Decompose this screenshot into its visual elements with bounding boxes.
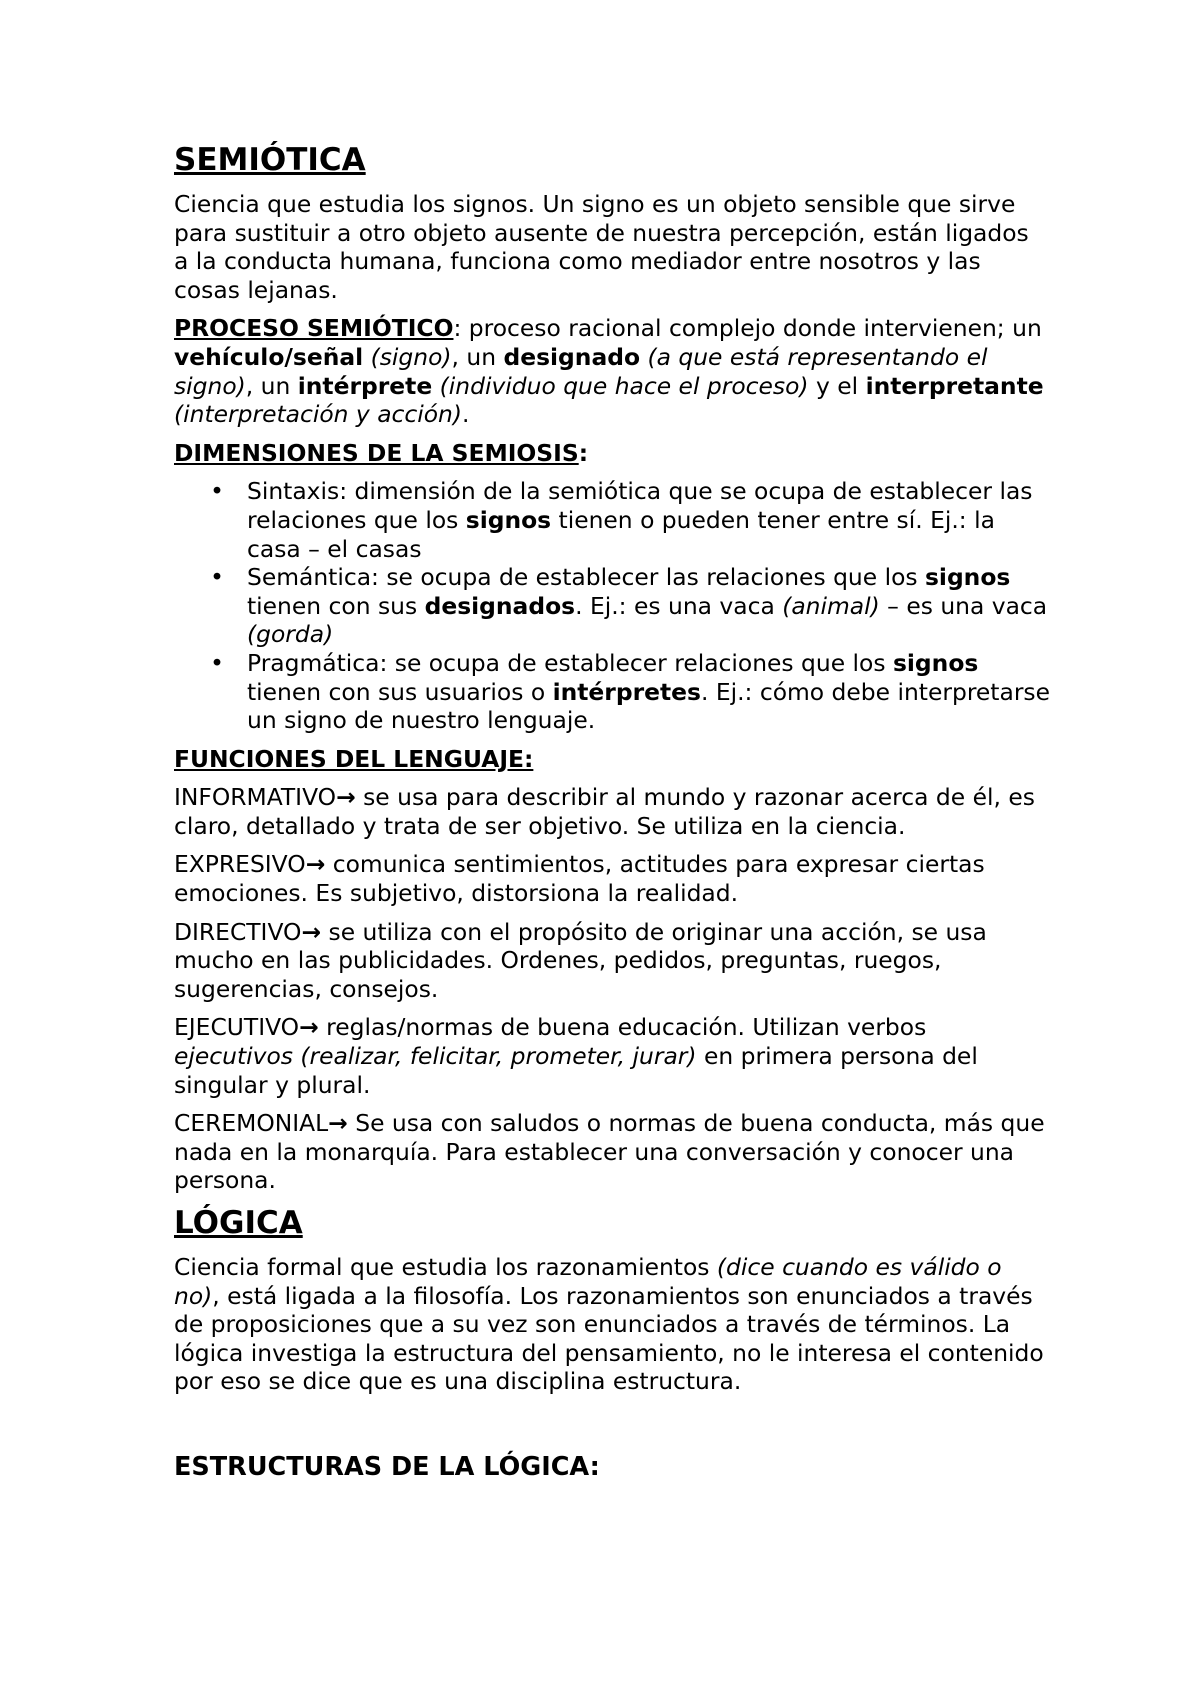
list-item-pragmatica: [210, 648, 1051, 735]
proceso-term-vehiculo: vehículo/señal: [174, 342, 364, 371]
semantica-italic-animal: (animal): [782, 591, 880, 620]
directivo-text: se utiliza con el propósito de originar una acción, se usa mucho en las publicidades. Ordenes, pedidos, preguntas, ruegos, sugerencias, consejos.: [174, 917, 987, 1003]
logica-paragraph: [174, 1253, 1050, 1396]
semiotica-intro-paragraph: Ciencia que estudia los signos. Un signo es un objeto sensible que sirve para sustituir a otro objeto ausente de nuestra percepción, están ligados a la conducta humana, funciona como mediador entre nosotros y las cosas lejanas.: [174, 190, 1029, 304]
semantica-italic-gorda: (gorda): [247, 620, 334, 649]
proceso-text: .: [462, 400, 470, 429]
dimensiones-heading-colon: :: [578, 438, 589, 467]
logica-italic-note: (dice cuando es válido o no): [174, 1253, 1002, 1310]
funcion-directivo: [174, 918, 1050, 1004]
funcion-informativo: [174, 783, 1050, 840]
bullet-icon: •: [210, 648, 224, 677]
logica-text: , está ligada a la filosofía. Los razonamientos son enunciados a través de proposiciones que a su vez son enunciados a través de términos. La lógica investiga la estructura del pensamiento, no le interesa el contenido por eso se dice que es una disciplina estructura.: [174, 1281, 1044, 1396]
semantica-text: . Ej.: es una vaca: [575, 591, 783, 620]
pragmatica-bold-interpretes: intérpretes: [552, 677, 701, 706]
ceremonial-label: CEREMONIAL: [174, 1109, 329, 1138]
proceso-text: , un: [245, 371, 298, 400]
dimensiones-list: [174, 477, 1050, 734]
ejecutivo-italic-verbos: ejecutivos (realizar, felicitar, prometer, jurar): [174, 1042, 697, 1071]
expresivo-text: comunica sentimientos, actitudes para expresar ciertas emociones. Es subjetivo, distorsiona la realidad.: [174, 850, 985, 908]
pragmatica-text: . Ej.: cómo debe interpretarse un signo de nuestro lenguaje.: [247, 677, 1051, 735]
proceso-semiotico-paragraph: [174, 314, 1050, 428]
proceso-term-interprete: intérprete: [297, 371, 433, 400]
informativo-text: se usa para describir al mundo y razonar acerca de él, es claro, detallado y trata de ser objetivo. Se utiliza en la ciencia.: [174, 783, 1035, 840]
semiotica-title: SEMIÓTICA: [174, 142, 366, 178]
expresivo-label: EXPRESIVO: [174, 850, 306, 879]
semantica-bold-signos: signos: [925, 563, 1011, 592]
funcion-ejecutivo: [174, 1013, 1050, 1099]
proceso-term-interpretante: interpretante: [865, 371, 1044, 400]
sintaxis-text: Sintaxis: dimensión de la semiótica que se ocupa de establecer las relaciones que los: [247, 477, 1033, 534]
logica-text: Ciencia formal que estudia los razonamientos: [174, 1253, 717, 1281]
informativo-label: INFORMATIVO: [174, 783, 337, 812]
semantica-text: tienen con sus: [247, 591, 425, 620]
sintaxis-text: tienen o pueden tener entre sí. Ej.: la casa – el casas: [247, 505, 995, 563]
proceso-semiotico-label: PROCESO SEMIÓTICO: [174, 314, 454, 343]
pragmatica-text: tienen con sus usuarios o: [247, 677, 553, 706]
semantica-bold-designados: designados: [424, 591, 576, 620]
semantica-text: – es una vaca: [879, 591, 1048, 620]
proceso-note-designado: (a que está representando el signo): [174, 342, 988, 400]
proceso-text: y el: [808, 371, 866, 400]
arrow-right-icon: →: [301, 917, 322, 946]
proceso-note-signo: (signo): [363, 342, 452, 371]
funcion-expresivo: [174, 850, 1050, 907]
list-item-sintaxis: [210, 477, 1050, 563]
pragmatica-text: Pragmática: se ocupa de establecer relaciones que los: [247, 648, 893, 677]
list-item-semantica: [210, 563, 1050, 649]
proceso-note-interprete: (individuo que hace el proceso): [432, 371, 809, 400]
arrow-right-icon: →: [336, 783, 356, 812]
ejecutivo-text: reglas/normas de buena educación. Utilizan verbos: [318, 1013, 927, 1042]
arrow-right-icon: →: [328, 1109, 348, 1138]
logica-title: LÓGICA: [174, 1205, 303, 1241]
pragmatica-bold-signos: signos: [892, 648, 979, 677]
arrow-right-icon: →: [299, 1013, 319, 1042]
proceso-note-interpretante: (interpretación y acción): [174, 400, 463, 429]
dimensiones-heading-text: DIMENSIONES DE LA SEMIOSIS: [174, 438, 579, 467]
sintaxis-bold-signos: signos: [465, 505, 552, 534]
funciones-heading: FUNCIONES DEL LENGUAJE:: [174, 744, 534, 773]
arrow-right-icon: →: [305, 850, 326, 879]
bullet-icon: •: [210, 563, 224, 592]
ejecutivo-text: en primera persona del singular y plural.: [174, 1042, 978, 1099]
estructuras-heading: ESTRUCTURAS DE LA LÓGICA:: [174, 1451, 600, 1482]
semantica-text: Semántica: se ocupa de establecer las relaciones que los: [247, 563, 925, 592]
proceso-text: , un: [451, 342, 504, 371]
directivo-label: DIRECTIVO: [174, 917, 302, 946]
bullet-icon: •: [210, 477, 224, 506]
ceremonial-text: Se usa con saludos o normas de buena conducta, más que nada en la monarquía. Para establecer una conversación y conocer una persona.: [174, 1109, 1045, 1195]
funcion-ceremonial: [174, 1109, 1050, 1195]
dimensiones-heading: [174, 439, 1050, 468]
proceso-text: : proceso racional complejo donde intervienen; un: [453, 314, 1042, 343]
ejecutivo-label: EJECUTIVO: [174, 1013, 300, 1042]
proceso-term-designado: designado: [503, 342, 641, 371]
